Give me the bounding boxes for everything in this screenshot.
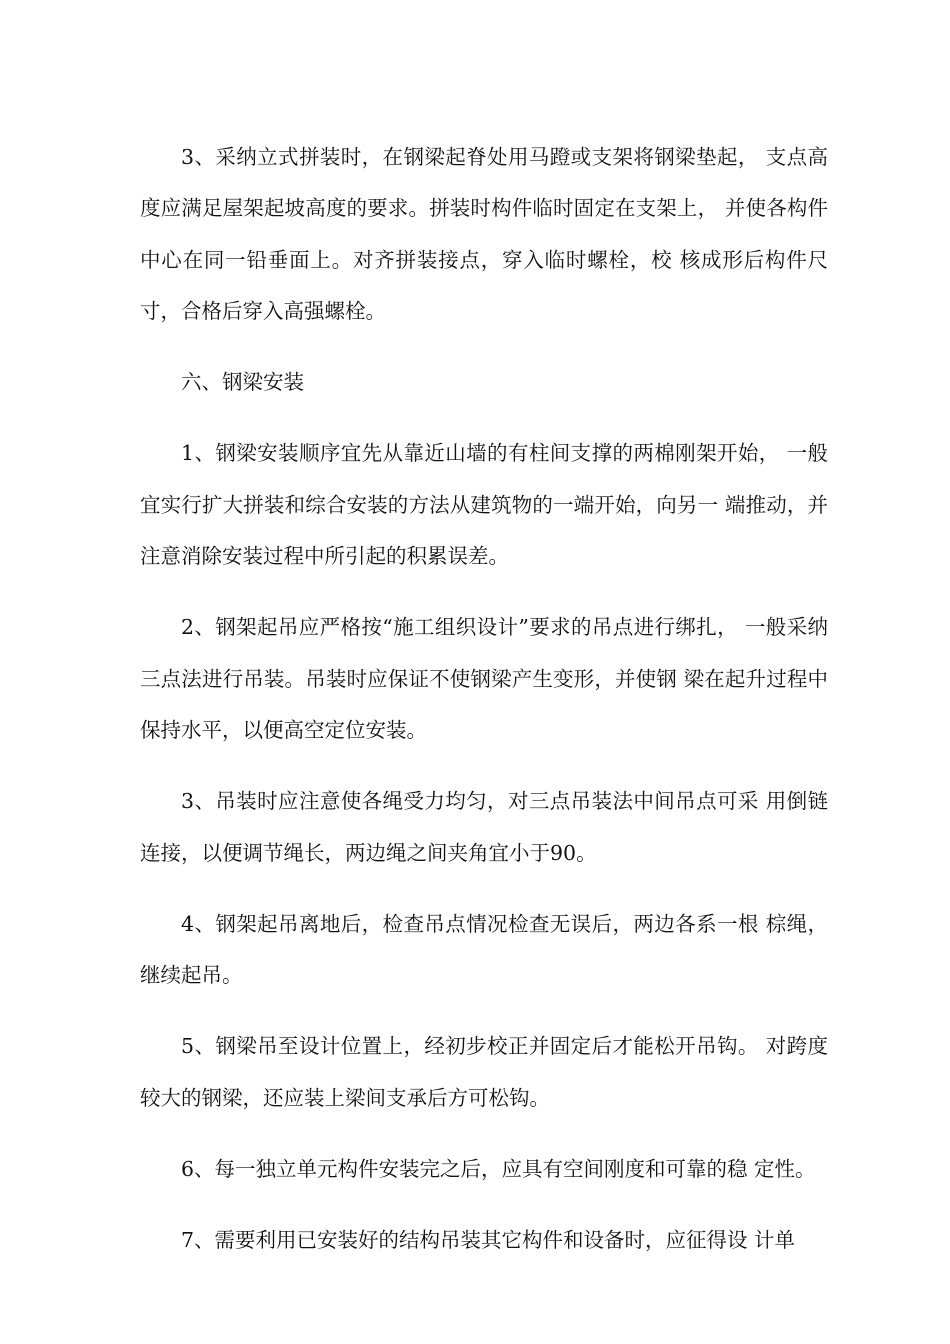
paragraph-assembly-step-3: 3、采纳立式拼装时，在钢梁起脊处用马蹬或支架将钢梁垫起， 支点高度应满足屋架起坡高度的要求。拼装时构件临时固定在支架上， 并使各构件中心在同一铅垂面上。对齐拼装接点，穿入临时螺栓，校 核成形后构件尺寸，合格后穿入高强螺栓。 [140, 145, 828, 323]
paragraph-install-step-5: 5、钢梁吊至设计位置上，经初步校正并固定后才能松开吊钩。 对跨度较大的钢梁，还应装上梁间支承后方可松钩。 [140, 1034, 828, 1110]
paragraph-install-step-2: 2、钢架起吊应严格按“施工组织设计”要求的吊点进行绑扎， 一般采纳三点法进行吊装。吊装时应保证不使钢梁产生变形，并使钢 梁在起升过程中保持水平，以便高空定位安装。 [140, 615, 828, 742]
paragraph-install-step-7: 7、需要利用已安装好的结构吊装其它构件和设备时，应征得设 计单 [181, 1228, 796, 1253]
section-heading-beam-installation: 六、钢梁安装 [181, 370, 304, 395]
paragraph-install-step-3: 3、吊装时应注意使各绳受力均匀，对三点吊装法中间吊点可采 用倒链连接，以便调节绳长，两边绳之间夹角宜小于90。 [140, 789, 828, 865]
paragraph-install-step-6: 6、每一独立单元构件安装完之后，应具有空间刚度和可靠的稳 定性。 [181, 1157, 816, 1182]
paragraph-install-step-4: 4、钢架起吊离地后，检查吊点情况检查无误后，两边各系一根 棕绳，继续起吊。 [140, 911, 828, 988]
document-body [140, 132, 828, 1287]
paragraph-install-step-1: 1、钢梁安装顺序宜先从靠近山墙的有柱间支撑的两棉刚架开始， 一般宜实行扩大拼装和综合安装的方法从建筑物的一端开始，向另一 端推动，并注意消除安装过程中所引起的积累误差。 [140, 441, 828, 569]
